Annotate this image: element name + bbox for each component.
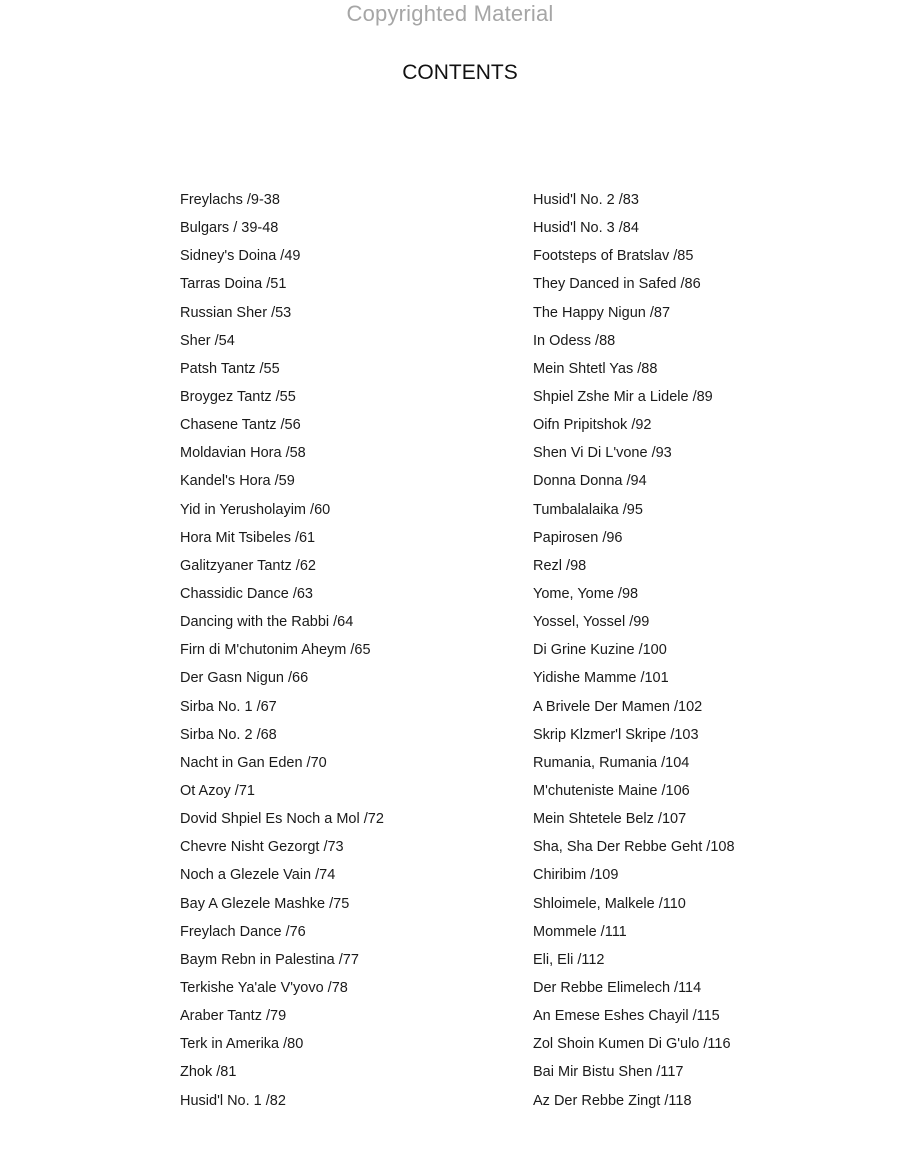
contents-entry: Freylachs /9-38 [180,192,280,208]
contents-entry: Araber Tantz /79 [180,1008,287,1025]
contents-entry: Husid'l No. 1 /82 [180,1092,286,1109]
contents-entry: Baym Rebn in Palestina /77 [180,951,359,968]
contents-entry: Zhok /81 [180,1064,237,1081]
contents-entry: Terkishe Ya'ale V'yovo /78 [180,979,348,996]
contents-entry: Sirba No. 1 /67 [180,698,277,715]
contents-entry: Broygez Tantz /55 [180,388,296,405]
contents-entry: Bay A Glezele Mashke /75 [180,895,350,912]
contents-entry: Az Der Rebbe Zingt /118 [533,1092,692,1109]
contents-entry: Husid'l No. 3 /84 [533,220,639,237]
contents-entry: Tumbalalaika /95 [533,501,643,518]
contents-right-column [533,186,735,1115]
contents-entry: Terk in Amerika /80 [180,1036,304,1053]
contents-entry: Shloimele, Malkele /110 [533,895,686,912]
contents-entry: Der Gasn Nigun /66 [180,670,309,687]
contents-entry: Yome, Yome /98 [533,585,639,602]
contents-entry: Bai Mir Bistu Shen /117 [533,1064,684,1081]
contents-left-column [180,186,384,1115]
contents-entry: Nacht in Gan Eden /70 [180,754,327,771]
contents-entry: Skrip Klzmer'l Skripe /103 [533,726,699,743]
contents-entry: Chiribim /109 [533,867,619,884]
contents-entry: Husid'l No. 2 /83 [533,192,639,208]
contents-entry: Kandel's Hora /59 [180,473,295,490]
contents-entry: Rumania, Rumania /104 [533,754,690,771]
contents-entry: Chassidic Dance /63 [180,585,313,602]
contents-entry: Sher /54 [180,332,235,349]
copyright-watermark: Copyrighted Material [346,1,554,26]
contents-entry: Russian Sher /53 [180,304,292,321]
contents-entry: Shen Vi Di L'vone /93 [533,445,672,462]
contents-entry: Yidishe Mamme /101 [533,670,669,687]
contents-entry: Oifn Pripitshok /92 [533,417,652,434]
contents-entry: Hora Mit Tsibeles /61 [180,529,316,546]
contents-entry: Sirba No. 2 /68 [180,726,277,743]
contents-entry: An Emese Eshes Chayil /115 [533,1008,720,1025]
contents-entry: The Happy Nigun /87 [533,304,671,321]
contents-entry: Tarras Doina /51 [180,276,287,293]
contents-entry: Rezl /98 [533,557,587,574]
contents-entry: Freylach Dance /76 [180,923,306,940]
contents-entry: Papirosen /96 [533,529,623,546]
contents-entry: Bulgars / 39-48 [180,220,279,237]
contents-entry: Der Rebbe Elimelech /114 [533,979,702,996]
contents-entry: Yossel, Yossel /99 [533,614,650,631]
contents-entry: Mein Shtetele Belz /107 [533,811,687,828]
contents-entry: Di Grine Kuzine /100 [533,642,667,659]
contents-entry: Sha, Sha Der Rebbe Geht /108 [533,839,735,856]
page-title: CONTENTS [402,61,518,84]
contents-entry: Chevre Nisht Gezorgt /73 [180,839,344,856]
contents-entry: Zol Shoin Kumen Di G'ulo /116 [533,1036,731,1053]
contents-entry: Patsh Tantz /55 [180,360,280,377]
contents-entry: In Odess /88 [533,332,616,349]
contents-entry: Eli, Eli /112 [533,951,605,968]
contents-entry: Dancing with the Rabbi /64 [180,614,354,631]
contents-entry: Ot Azoy /71 [180,782,255,799]
contents-entry: Shpiel Zshe Mir a Lidele /89 [533,388,713,405]
contents-entry: Sidney's Doina /49 [180,248,301,265]
contents-entry: M'chuteniste Maine /106 [533,782,690,799]
contents-entry: They Danced in Safed /86 [533,276,701,293]
contents-entry: A Brivele Der Mamen /102 [533,698,703,715]
contents-entry: Firn di M'chutonim Aheym /65 [180,642,371,659]
contents-entry: Mommele /111 [533,923,627,940]
contents-entry: Mein Shtetl Yas /88 [533,360,658,377]
contents-entry: Dovid Shpiel Es Noch a Mol /72 [180,811,384,828]
contents-entry: Donna Donna /94 [533,473,647,490]
contents-entry: Moldavian Hora /58 [180,445,306,462]
contents-entry: Noch a Glezele Vain /74 [180,867,336,884]
contents-entry: Footsteps of Bratslav /85 [533,248,694,265]
contents-entry: Chasene Tantz /56 [180,417,301,434]
contents-entry: Galitzyaner Tantz /62 [180,557,316,574]
contents-entry: Yid in Yerusholayim /60 [180,501,331,518]
